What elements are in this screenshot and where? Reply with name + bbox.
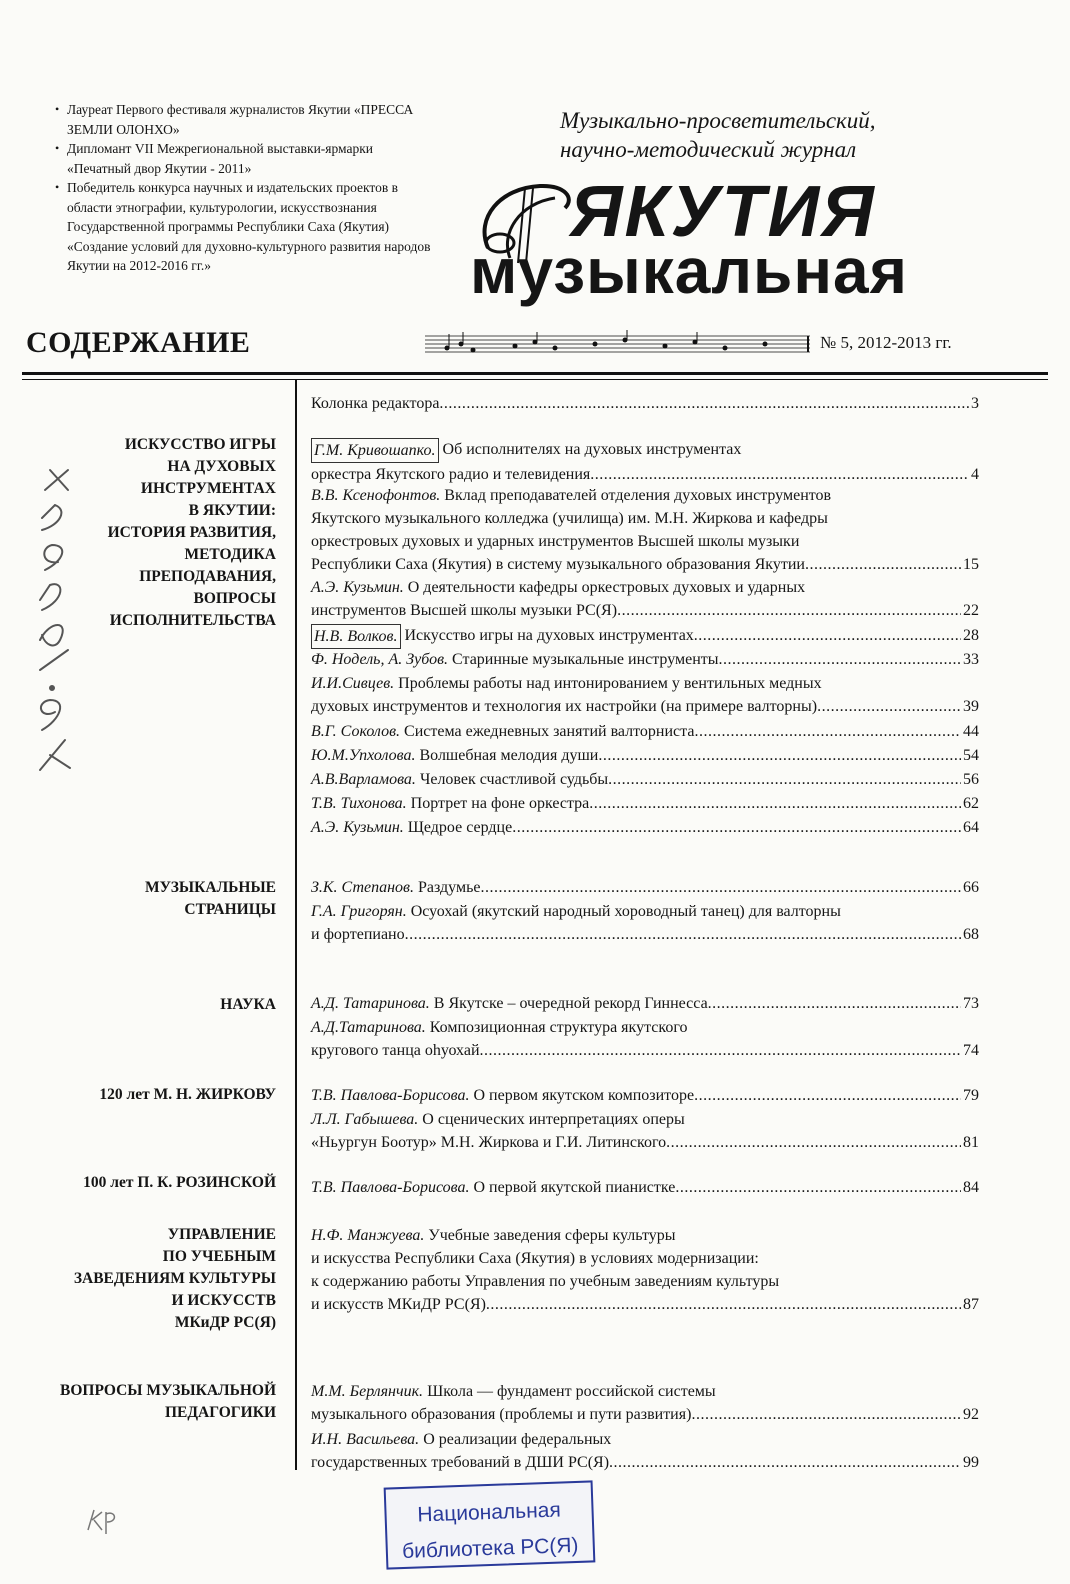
section-line: ИСПОЛНИТЕЛЬСТВА xyxy=(109,612,276,629)
toc-page-number: 28 xyxy=(963,627,979,644)
toc-entry-line xyxy=(311,576,979,599)
awards-list xyxy=(55,100,435,276)
toc-entry-line xyxy=(311,1016,979,1039)
toc-entry xyxy=(311,876,979,899)
toc-entry-line xyxy=(311,1084,979,1107)
toc-author: А.Д. Татаринова. xyxy=(311,995,430,1012)
dot-leader xyxy=(405,923,961,946)
dot-leader xyxy=(439,392,969,415)
section-label xyxy=(26,1172,276,1194)
dot-leader xyxy=(486,1293,961,1316)
music-staff-icon xyxy=(425,330,810,358)
toc-page-number: 79 xyxy=(963,1087,979,1104)
toc-entry-line xyxy=(311,1451,979,1474)
toc-entry xyxy=(311,1108,979,1154)
toc-entry-line xyxy=(311,438,979,463)
toc-author: А.Э. Кузьмин. xyxy=(311,579,404,596)
toc-entry-line xyxy=(311,463,979,486)
section-line: ИСТОРИЯ РАЗВИТИЯ, xyxy=(107,524,276,541)
handwritten-inventory-note xyxy=(20,450,80,780)
toc-title: Система ежедневных занятий валторниста xyxy=(404,723,695,740)
toc-author: А.Д.Татаринова. xyxy=(311,1019,426,1036)
dot-leader xyxy=(480,876,961,899)
toc-entry-line xyxy=(311,720,979,743)
toc-title: Композиционная структура якутского xyxy=(429,1019,688,1036)
toc-entry-line xyxy=(311,507,979,530)
column-divider xyxy=(295,380,297,1470)
toc-title: Колонка редактора xyxy=(311,395,440,412)
section-label xyxy=(26,1380,276,1424)
toc-entry-line xyxy=(311,624,979,649)
toc-entry xyxy=(311,624,979,649)
subtitle-line: научно-методический журнал xyxy=(560,137,857,162)
toc-title: Школа — фундамент российской системы xyxy=(427,1383,716,1400)
toc-page-number: 39 xyxy=(963,698,979,715)
toc-page-number: 68 xyxy=(963,926,979,943)
toc-entry xyxy=(311,1176,979,1199)
toc-title: Щедрое сердце xyxy=(407,819,513,836)
toc-entry xyxy=(311,438,979,486)
toc-entry-line xyxy=(311,744,979,767)
section-line: МЕТОДИКА xyxy=(184,546,276,563)
toc-title: духовых инструментов и технология их настройки (на примере валторны) xyxy=(311,698,818,715)
toc-author: Н.В. Волков. xyxy=(311,624,401,649)
toc-author: В.Г. Соколов. xyxy=(311,723,401,740)
toc-title: государственных требований в ДШИ РС(Я) xyxy=(311,1454,610,1471)
award-item: • Дипломант VII Межрегиональной выставки-ярмарки «Печатный двор Якутии - 2011» xyxy=(55,139,435,178)
toc-title: Искусство игры на духовых инструментах xyxy=(404,627,694,644)
toc-entry xyxy=(311,744,979,767)
section-line: ВОПРОСЫ xyxy=(193,590,276,607)
toc-title: Вклад преподавателей отделения духовых инструментов xyxy=(444,487,832,504)
toc-entry xyxy=(311,672,979,718)
section-line: 120 лет М. Н. ЖИРКОВУ xyxy=(99,1086,276,1103)
stamp-line: библиотека РС(Я) xyxy=(401,1533,579,1564)
toc-entry-line xyxy=(311,392,979,415)
toc-page-number: 81 xyxy=(963,1134,979,1151)
toc-title: Учебные заведения сферы культуры xyxy=(428,1227,676,1244)
toc-page-number: 64 xyxy=(963,819,979,836)
toc-page-number: 84 xyxy=(963,1179,979,1196)
toc-title: Портрет на фоне оркестра xyxy=(410,795,590,812)
dot-leader xyxy=(480,1039,961,1062)
section-line: УПРАВЛЕНИЕ xyxy=(167,1226,276,1243)
toc-author: Г.А. Григорян. xyxy=(311,903,407,920)
toc-author: Г.М. Кривошапко. xyxy=(311,438,439,463)
toc-entry xyxy=(311,648,979,671)
toc-author: В.В. Ксенофонтов. xyxy=(311,487,441,504)
toc-entry-line xyxy=(311,1380,979,1403)
dot-leader xyxy=(609,1451,961,1474)
toc-entry-line xyxy=(311,1224,979,1247)
journal-subtitle xyxy=(560,106,1020,164)
toc-entry-line xyxy=(311,923,979,946)
toc-title: и фортепиано xyxy=(311,926,405,943)
dot-leader xyxy=(694,624,961,649)
toc-author: Л.Л. Габышева. xyxy=(311,1111,419,1128)
toc-page-number: 54 xyxy=(963,747,979,764)
toc-entry-line xyxy=(311,1108,979,1131)
toc-entry-line xyxy=(311,599,979,622)
toc-entry-line xyxy=(311,1403,979,1426)
toc-title: Об исполнителях на духовых инструментах xyxy=(442,441,742,458)
toc-entry xyxy=(311,392,979,415)
toc-title: оркестровых духовых и ударных инструментов Высшей школы музыки xyxy=(311,533,800,550)
section-line: 100 лет П. К. РОЗИНСКОЙ xyxy=(83,1174,276,1191)
stamp-line: Национальная xyxy=(417,1498,562,1527)
toc-entry xyxy=(311,792,979,815)
toc-author: Н.Ф. Манжуева. xyxy=(311,1227,425,1244)
toc-title: Раздумье xyxy=(417,879,481,896)
toc-title: О деятельности кафедры оркестровых духовых и ударных xyxy=(407,579,806,596)
section-line: ИНСТРУМЕНТАХ xyxy=(140,480,276,497)
toc-author: А.Э. Кузьмин. xyxy=(311,819,404,836)
toc-entry-line xyxy=(311,1247,979,1270)
toc-page-number: 74 xyxy=(963,1042,979,1059)
award-item: • Победитель конкурса научных и издательских проектов в области этнографии, культурологии, искусствознания Государственной программы Республики Саха (Якутия) «Создание условий для духовно-культурного развития народов Якутии на 2012-2016 гг.» xyxy=(55,178,435,276)
toc-title: Республики Саха (Якутия) в систему музыкального образования Якутии xyxy=(311,556,805,573)
toc-entry-line xyxy=(311,900,979,923)
section-line: НА ДУХОВЫХ xyxy=(167,458,276,475)
dot-leader xyxy=(589,792,961,815)
section-line: ПРЕПОДАВАНИЯ, xyxy=(139,568,276,585)
toc-author: З.К. Степанов. xyxy=(311,879,414,896)
toc-author: Ю.М.Упхолова. xyxy=(311,747,416,764)
dot-leader xyxy=(719,648,961,671)
toc-title: кругового танца оһуохай xyxy=(311,1042,480,1059)
library-stamp xyxy=(384,1480,596,1569)
section-label xyxy=(26,1084,276,1106)
toc-page-number: 73 xyxy=(963,995,979,1012)
toc-entry xyxy=(311,1224,979,1316)
toc-title: инструментов Высшей школы музыки РС(Я) xyxy=(311,602,618,619)
toc-title: музыкального образования (проблемы и пути развития) xyxy=(311,1406,692,1423)
toc-entry-line xyxy=(311,1039,979,1062)
section-line: ИСКУССТВО ИГРЫ xyxy=(124,436,276,453)
section-label xyxy=(26,1224,276,1334)
toc-title: О первом якутском композиторе xyxy=(473,1087,695,1104)
toc-author: А.В.Варламова. xyxy=(311,771,416,788)
dot-leader xyxy=(598,744,961,767)
toc-entry xyxy=(311,1428,979,1474)
toc-page-number: 15 xyxy=(963,556,979,573)
toc-author: М.М. Берлянчик. xyxy=(311,1383,424,1400)
section-line: ВОПРОСЫ МУЗЫКАЛЬНОЙ xyxy=(60,1382,276,1399)
toc-entry-line xyxy=(311,672,979,695)
dot-leader xyxy=(666,1131,961,1154)
dot-leader xyxy=(590,463,969,486)
subtitle-line: Музыкально-просветительский, xyxy=(560,108,876,133)
toc-entry-line xyxy=(311,876,979,899)
logo-title: ЯКУТИЯ xyxy=(570,172,876,252)
toc-author: И.И.Сивцев. xyxy=(311,675,395,692)
section-line: ЗАВЕДЕНИЯМ КУЛЬТУРЫ xyxy=(73,1270,276,1287)
toc-entry xyxy=(311,900,979,946)
toc-title: «Ньургун Боотур» М.Н. Жиркова и Г.И. Литинского xyxy=(311,1134,667,1151)
toc-entry-line xyxy=(311,1293,979,1316)
toc-entry-line xyxy=(311,1428,979,1451)
toc-title: Проблемы работы над интонированием у вентильных медных xyxy=(398,675,822,692)
toc-entry-line xyxy=(311,695,979,718)
toc-entry-line xyxy=(311,1131,979,1154)
toc-author: Т.В. Павлова-Борисова. xyxy=(311,1179,470,1196)
section-line: ПО УЧЕБНЫМ xyxy=(162,1248,276,1265)
toc-entry-line xyxy=(311,792,979,815)
toc-author: Ф. Нодель, А. Зубов. xyxy=(311,651,449,668)
section-line: МУЗЫКАЛЬНЫЕ xyxy=(144,879,276,896)
section-line: В ЯКУТИИ: xyxy=(188,502,276,519)
toc-page-number: 62 xyxy=(963,795,979,812)
divider-rule xyxy=(22,379,1048,380)
section-line: МКиДР РС(Я) xyxy=(174,1314,276,1331)
section-line: СТРАНИЦЫ xyxy=(184,901,276,918)
toc-page-number: 56 xyxy=(963,771,979,788)
toc-author: Т.В. Павлова-Борисова. xyxy=(311,1087,470,1104)
page-title: СОДЕРЖАНИЕ xyxy=(26,326,251,359)
section-line: ПЕДАГОГИКИ xyxy=(165,1404,276,1421)
toc-entry xyxy=(311,576,979,622)
dot-leader xyxy=(608,768,961,791)
toc-page-number: 22 xyxy=(963,602,979,619)
toc-entry-line xyxy=(311,1270,979,1293)
toc-page-number: 3 xyxy=(971,395,979,412)
section-line: НАУКА xyxy=(220,996,276,1013)
toc-author: Т.В. Тихонова. xyxy=(311,795,407,812)
toc-title: Волшебная мелодия души xyxy=(419,747,599,764)
toc-entry-line xyxy=(311,648,979,671)
section-label xyxy=(26,994,276,1016)
toc-entry xyxy=(311,768,979,791)
dot-leader xyxy=(694,720,961,743)
dot-leader xyxy=(512,816,961,839)
toc-page-number: 33 xyxy=(963,651,979,668)
toc-author: И.Н. Васильева. xyxy=(311,1431,420,1448)
toc-title: О первой якутской пианистке xyxy=(473,1179,676,1196)
toc-entry-line xyxy=(311,768,979,791)
toc-page-number: 87 xyxy=(963,1296,979,1313)
toc-title: Якутского музыкального колледжа (училища) им. М.Н. Жиркова и кафедры xyxy=(311,510,828,527)
toc-entry xyxy=(311,720,979,743)
toc-title: В Якутске – очередной рекорд Гиннесса xyxy=(433,995,708,1012)
toc-entry-line xyxy=(311,1176,979,1199)
toc-entry-line xyxy=(311,530,979,553)
toc-entry xyxy=(311,484,979,576)
toc-title: оркестра Якутского радио и телевидения xyxy=(311,466,591,483)
toc-entry-line xyxy=(311,553,979,576)
toc-title: Осуохай (якутский народный хороводный танец) для валторны xyxy=(410,903,841,920)
toc-entry-line xyxy=(311,992,979,1015)
toc-title: к содержанию работы Управления по учебным заведениям культуры xyxy=(311,1273,780,1290)
toc-page-number: 99 xyxy=(963,1454,979,1471)
dot-leader xyxy=(805,553,961,576)
divider-rule xyxy=(22,372,1048,375)
dot-leader xyxy=(617,599,961,622)
issue-number: № 5, 2012-2013 гг. xyxy=(820,333,952,352)
dot-leader xyxy=(708,992,961,1015)
toc-page-number: 66 xyxy=(963,879,979,896)
toc-title: и искусств МКиДР РС(Я) xyxy=(311,1296,486,1313)
toc-entry xyxy=(311,1084,979,1107)
toc-title: О реализации федеральных xyxy=(423,1431,612,1448)
toc-page-number: 92 xyxy=(963,1406,979,1423)
toc-title: Старинные музыкальные инструменты xyxy=(452,651,719,668)
toc-title: и искусства Республики Саха (Якутия) в условиях модернизации: xyxy=(311,1250,759,1267)
toc-title: О сценических интерпретациях оперы xyxy=(422,1111,685,1128)
toc-entry-line xyxy=(311,816,979,839)
toc-page-number: 4 xyxy=(971,466,979,483)
toc-entry xyxy=(311,992,979,1015)
dot-leader xyxy=(817,695,961,718)
dot-leader xyxy=(675,1176,961,1199)
section-label xyxy=(26,877,276,921)
journal-logo xyxy=(470,170,990,320)
handwritten-mark xyxy=(80,1500,130,1540)
toc-entry xyxy=(311,1380,979,1426)
dot-leader xyxy=(694,1084,961,1107)
dot-leader xyxy=(691,1403,961,1426)
toc-page-number: 44 xyxy=(963,723,979,740)
toc-title: Человек счастливой судьбы xyxy=(419,771,609,788)
section-line: И ИСКУССТВ xyxy=(171,1292,276,1309)
toc-entry-line xyxy=(311,484,979,507)
toc-entry xyxy=(311,816,979,839)
logo-subtitle: музыкальная xyxy=(470,235,908,307)
toc-entry xyxy=(311,1016,979,1062)
award-item: • Лауреат Первого фестиваля журналистов Якутии «ПРЕССА ЗЕМЛИ ОЛОНХО» xyxy=(55,100,435,139)
